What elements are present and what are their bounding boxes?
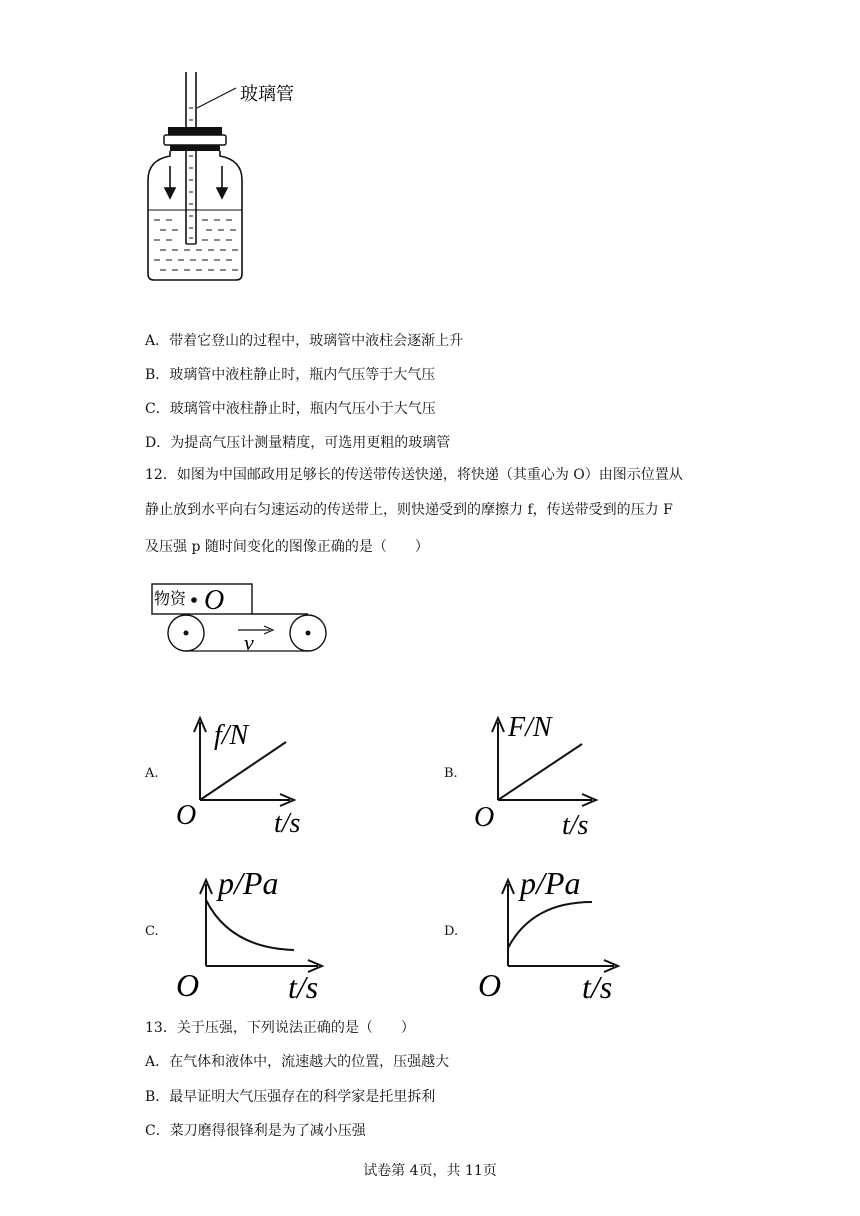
graph-a-option-label: A. xyxy=(145,766,159,781)
velocity-label: v xyxy=(244,630,254,655)
center-of-gravity-label: O xyxy=(204,585,225,616)
graph-b-ylabel: F/N xyxy=(508,712,552,743)
page-footer: 试卷第 4页，共 11页 xyxy=(363,1163,497,1179)
graph-b-xlabel: t/s xyxy=(562,810,589,840)
parcel-label: 物资 xyxy=(154,591,187,608)
graph-a-xlabel: t/s xyxy=(274,808,301,839)
graph-d-xlabel: t/s xyxy=(582,969,613,1005)
graph-a xyxy=(170,708,320,840)
q12-stem-line-1: 12．如图为中国邮政用足够长的传送带传送快递，将快递（其重心为 O）由图示位置从 xyxy=(145,467,683,483)
graph-b-option-label: B. xyxy=(444,766,458,781)
graph-c xyxy=(172,862,342,1006)
graph-c-origin: O xyxy=(176,967,200,1003)
q12-stem-line-3: 及压强 p 随时间变化的图像正确的是（ ） xyxy=(145,539,429,555)
q13-stem: 13．关于压强，下列说法正确的是（ ） xyxy=(145,1020,415,1036)
q11-option-c: C．玻璃管中液柱静止时，瓶内气压小于大气压 xyxy=(145,401,436,417)
q13-option-c: C．菜刀磨得很锋利是为了减小压强 xyxy=(145,1123,366,1139)
graph-d-option-label: D. xyxy=(444,924,459,939)
graph-d-ylabel: p/Pa xyxy=(520,865,581,901)
conveyor-belt-figure xyxy=(148,578,338,658)
graph-d-origin: O xyxy=(478,967,502,1003)
bottle-barometer-figure xyxy=(140,68,320,288)
graph-c-option-label: C. xyxy=(145,924,159,939)
q12-stem-line-2: 静止放到水平向右匀速运动的传送带上，则快递受到的摩擦力 f，传送带受到的压力 F xyxy=(145,502,673,518)
q11-option-b: B．玻璃管中液柱静止时，瓶内气压等于大气压 xyxy=(145,367,436,383)
q11-option-d: D．为提高气压计测量精度，可选用更粗的玻璃管 xyxy=(145,435,451,451)
graph-a-origin: O xyxy=(176,800,197,831)
graph-c-xlabel: t/s xyxy=(288,969,319,1005)
q11-option-a: A．带着它登山的过程中，玻璃管中液柱会逐渐上升 xyxy=(145,333,464,349)
q13-option-a: A．在气体和液体中，流速越大的位置，压强越大 xyxy=(145,1054,450,1070)
graph-d xyxy=(474,862,634,1006)
graph-b xyxy=(470,704,620,840)
graph-c-ylabel: p/Pa xyxy=(218,865,279,901)
glass-tube-label: 玻璃管 xyxy=(240,84,294,104)
graph-a-ylabel: f/N xyxy=(214,720,249,751)
graph-b-origin: O xyxy=(474,802,495,833)
q13-option-b: B．最早证明大气压强存在的科学家是托里拆利 xyxy=(145,1089,436,1105)
